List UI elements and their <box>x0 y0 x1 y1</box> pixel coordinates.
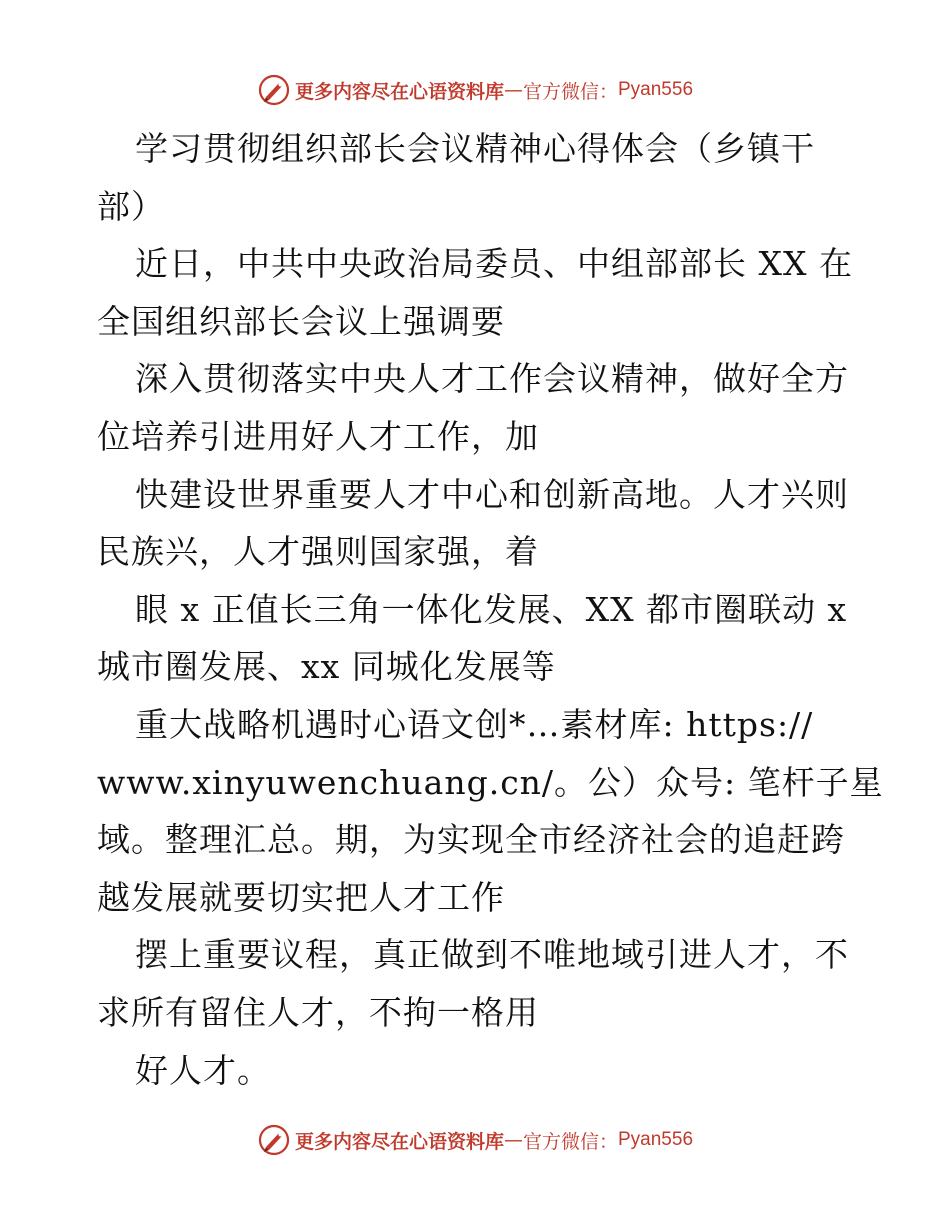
paragraph-line: 位培养引进用好人才工作，加 <box>97 416 539 456</box>
pen-logo-icon <box>257 73 291 107</box>
banner-wechat-label: 官方微信： <box>522 80 618 103</box>
paragraph-line: 近日，中共中央政治局委员、中组部部长 XX 在 <box>135 244 853 284</box>
paragraph-line: 越发展就要切实把人才工作 <box>97 877 505 917</box>
paragraph-line: 重大战略机遇时心语文创*…素材库: https:// <box>135 704 814 744</box>
banner-main-text: 更多内容尽在心语资料库 <box>294 1130 504 1153</box>
banner-dash: — <box>503 79 523 101</box>
paragraph-line: 快建设世界重要人才中心和创新高地。人才兴则 <box>135 474 849 514</box>
paragraph-line: 求所有留住人才，不拘一格用 <box>97 992 539 1032</box>
banner-wechat-id: Pyan556 <box>618 79 694 100</box>
document-body <box>97 120 884 1099</box>
paragraph-line: 学习贯彻组织部长会议精神心得体会（乡镇干 <box>135 129 815 168</box>
banner-wechat-id: Pyan556 <box>618 1129 694 1150</box>
banner-main-text: 更多内容尽在心语资料库 <box>294 80 504 103</box>
paragraph-line: 部） <box>97 186 165 226</box>
footer-banner <box>0 1120 950 1160</box>
paragraph-line: www.xinyuwenchuang.cn/。公）众号: 笔杆子星 <box>97 762 884 802</box>
paragraph-line: 眼 x 正值长三角一体化发展、XX 都市圈联动 x <box>135 589 848 629</box>
paragraph-line: 摆上重要议程，真正做到不唯地域引进人才，不 <box>135 935 849 975</box>
banner-wechat-label: 官方微信： <box>522 1130 618 1153</box>
paragraph-line: 深入贯彻落实中央人才工作会议精神，做好全方 <box>135 359 849 399</box>
pen-logo-icon <box>257 1123 291 1157</box>
banner-dash: — <box>503 1129 523 1151</box>
paragraph-line: 全国组织部长会议上强调要 <box>97 301 505 341</box>
paragraph-line: 域。整理汇总。期，为实现全市经济社会的追赶跨 <box>97 820 845 860</box>
paragraph-line: 好人才。 <box>135 1050 271 1090</box>
header-banner <box>0 70 950 110</box>
paragraph-line: 民族兴，人才强则国家强，着 <box>97 532 539 572</box>
paragraph-line: 城市圈发展、xx 同城化发展等 <box>97 647 556 687</box>
